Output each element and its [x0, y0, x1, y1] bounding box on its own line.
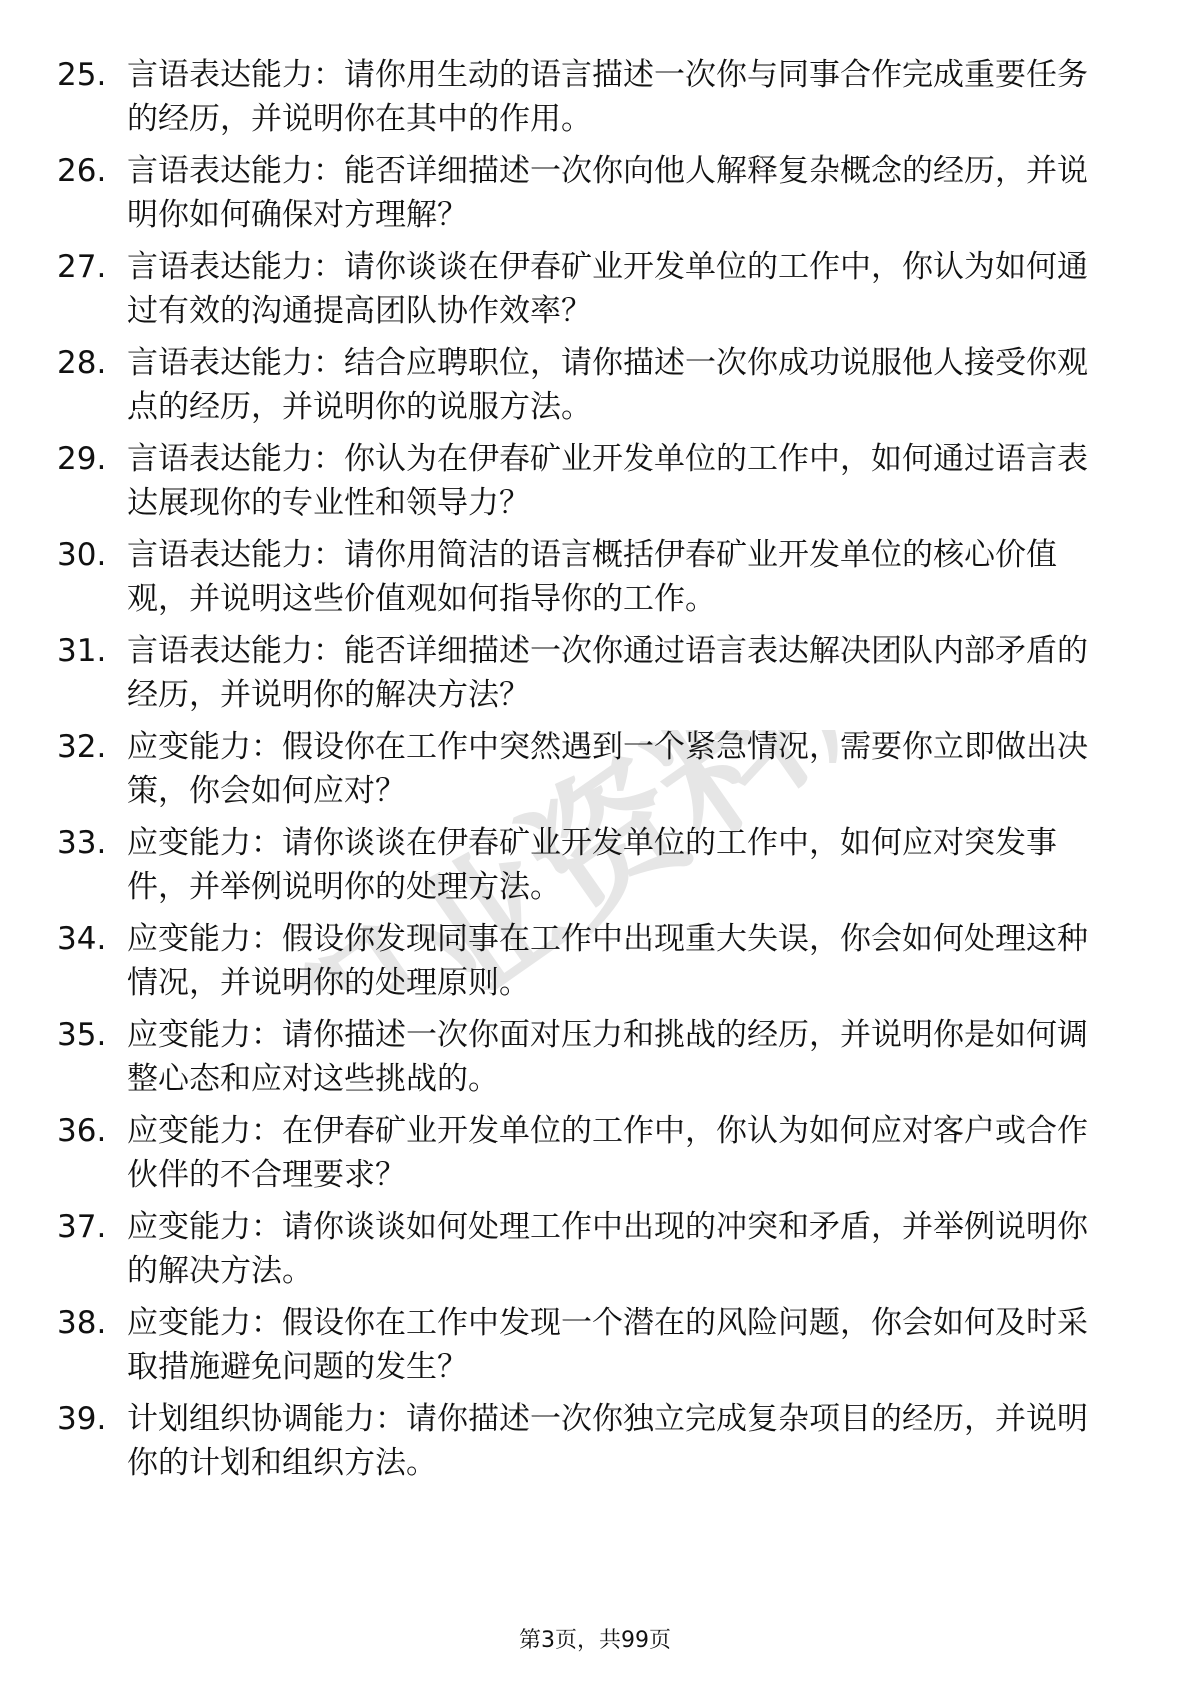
question-number: 25.	[57, 57, 107, 93]
list-item	[0, 725, 1190, 821]
question-text: 言语表达能力：你认为在伊春矿业开发单位的工作中，如何通过语言表达展现你的专业性和领导力？	[127, 441, 1088, 521]
question-text: 言语表达能力：能否详细描述一次你通过语言表达解决团队内部矛盾的经历，并说明你的解决方法？	[127, 633, 1088, 713]
question-text: 应变能力：请你描述一次你面对压力和挑战的经历，并说明你是如何调整心态和应对这些挑战的。	[127, 1017, 1088, 1097]
list-item	[0, 1301, 1190, 1397]
list-item	[0, 1205, 1190, 1301]
list-item	[0, 341, 1190, 437]
question-number: 34.	[57, 921, 107, 957]
list-item	[0, 1397, 1190, 1493]
page-number: 第3页，共99页	[519, 1628, 671, 1653]
question-number: 30.	[57, 537, 107, 573]
question-text: 应变能力：请你谈谈如何处理工作中出现的冲突和矛盾，并举例说明你的解决方法。	[127, 1209, 1088, 1289]
list-item	[0, 1013, 1190, 1109]
list-item	[0, 1109, 1190, 1205]
question-text: 应变能力：假设你在工作中突然遇到一个紧急情况，需要你立即做出决策，你会如何应对？	[127, 729, 1088, 809]
question-text: 计划组织协调能力：请你描述一次你独立完成复杂项目的经历，并说明你的计划和组织方法。	[127, 1401, 1088, 1481]
list-item	[0, 53, 1190, 149]
list-item	[0, 437, 1190, 533]
question-text: 言语表达能力：请你用简洁的语言概括伊春矿业开发单位的核心价值观，并说明这些价值观如何指导你的工作。	[127, 537, 1057, 617]
question-number: 32.	[57, 729, 107, 765]
question-number: 36.	[57, 1113, 107, 1149]
question-number: 27.	[57, 249, 107, 285]
question-number: 31.	[57, 633, 107, 669]
question-text: 言语表达能力：请你谈谈在伊春矿业开发单位的工作中，你认为如何通过有效的沟通提高团队协作效率？	[127, 249, 1088, 329]
list-item	[0, 821, 1190, 917]
list-item	[0, 917, 1190, 1013]
list-item	[0, 629, 1190, 725]
question-text: 言语表达能力：请你用生动的语言描述一次你与同事合作完成重要任务的经历，并说明你在其中的作用。	[127, 57, 1088, 137]
question-text: 言语表达能力：能否详细描述一次你向他人解释复杂概念的经历，并说明你如何确保对方理解？	[127, 153, 1088, 233]
list-item	[0, 533, 1190, 629]
question-number: 39.	[57, 1401, 107, 1437]
question-number: 37.	[57, 1209, 107, 1245]
question-text: 应变能力：在伊春矿业开发单位的工作中，你认为如何应对客户或合作伙伴的不合理要求？	[127, 1113, 1088, 1193]
list-item	[0, 149, 1190, 245]
question-text: 言语表达能力：结合应聘职位，请你描述一次你成功说服他人接受你观点的经历，并说明你的说服方法。	[127, 345, 1088, 425]
question-number: 33.	[57, 825, 107, 861]
question-number: 28.	[57, 345, 107, 381]
question-number: 35.	[57, 1017, 107, 1053]
question-number: 26.	[57, 153, 107, 189]
question-text: 应变能力：假设你在工作中发现一个潜在的风险问题，你会如何及时采取措施避免问题的发生？	[127, 1305, 1088, 1385]
question-number: 29.	[57, 441, 107, 477]
question-text: 应变能力：请你谈谈在伊春矿业开发单位的工作中，如何应对突发事件，并举例说明你的处理方法。	[127, 825, 1057, 905]
question-number: 38.	[57, 1305, 107, 1341]
question-text: 应变能力：假设你发现同事在工作中出现重大失误，你会如何处理这种情况，并说明你的处理原则。	[127, 921, 1088, 1001]
list-item	[0, 245, 1190, 341]
